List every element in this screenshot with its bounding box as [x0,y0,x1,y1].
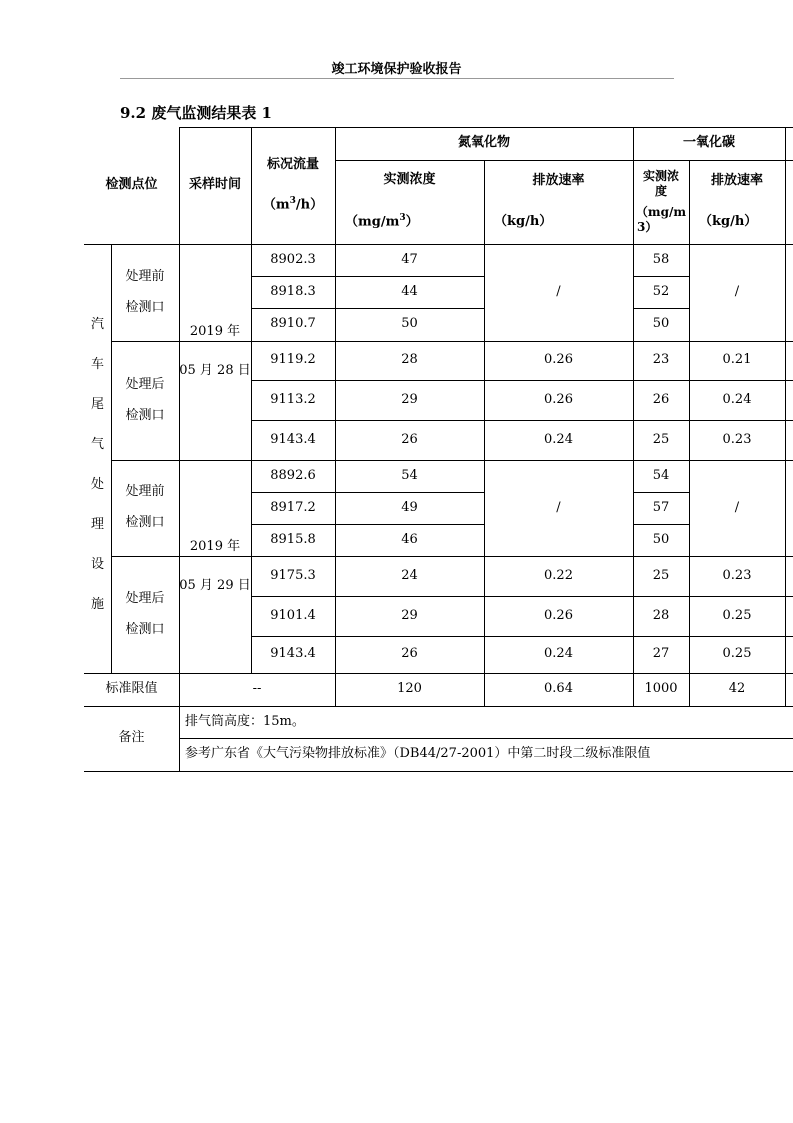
grid-line [335,127,336,706]
co-conc-b: 度 [654,184,667,198]
co-conc-value: 52 [652,283,670,299]
flow-value: 9175.3 [270,567,316,583]
unit-part: ） [405,214,419,230]
header-divider [120,78,674,79]
nox-conc-value: 28 [401,352,418,368]
nox-conc-value: 24 [401,567,418,583]
header-nox-rate [484,160,633,244]
grid-line [633,127,634,706]
nox-rate-value: / [556,284,561,300]
nox-rate-value: 0.26 [544,352,573,368]
header-flow-unit [263,196,323,214]
page-header: 竣工环境保护验收报告 [331,62,462,77]
after-label-line2: 检测口 [125,621,165,637]
date-day: 05 月 28 日 [179,363,251,378]
limit-nox: 120 [397,681,422,697]
nox-conc-value: 29 [401,607,418,623]
before-label-line1: 处理前 [125,268,165,284]
facility-char: 施 [90,597,104,612]
before-point-label [111,244,179,341]
co-conc-value: 57 [652,499,670,515]
nox-rate-value: / [556,499,561,515]
unit-sup: 3 [289,195,296,206]
grid-line [633,308,689,309]
co-conc-value: 50 [652,316,670,332]
co-conc-value: 25 [652,567,670,583]
nox-conc-value: 26 [401,431,418,447]
grid-line [633,276,689,277]
grid-line [84,771,793,772]
grid-line [111,460,793,461]
co-rate-value: 0.25 [722,607,752,623]
flow-value: 9113.2 [270,391,316,407]
grid-line [689,160,690,706]
co-conc-unit-b: 3） [637,220,658,234]
header-nox-conc [335,160,484,244]
header-co-conc [633,160,689,244]
co-rate-value: 0.21 [722,352,752,368]
grid-line [785,127,786,706]
grid-line [111,556,793,557]
after-point-label [111,556,179,673]
flow-value: 9143.4 [270,431,316,447]
flow-value: 8915.8 [270,531,316,547]
header-conc-label: 实测浓度 [383,172,436,188]
nox-rate-value: 0.26 [544,607,573,623]
nox-rate-value: 0.24 [544,431,573,447]
before-point-label [111,460,179,556]
facility-char: 理 [90,517,104,532]
before-label-line1: 处理前 [125,484,165,500]
sampling-date [179,460,251,673]
grid-line [179,127,335,128]
nox-rate-value: 0.22 [544,567,573,583]
facility-char: 车 [90,357,104,372]
facility-label [84,244,111,673]
date-year: 2019 年 [189,538,241,554]
grid-line [251,308,484,309]
grid-line [335,160,793,161]
co-rate-value: 0.24 [722,391,752,407]
unit-sup: 3 [399,213,406,224]
nox-conc-value: 44 [401,283,418,299]
sampling-date [179,244,251,460]
grid-line [179,127,180,771]
nox-conc-value: 50 [401,316,418,332]
co-conc-value: 28 [652,607,670,623]
nox-conc-value: 46 [401,531,418,547]
co-conc-value: 23 [652,352,670,368]
limit-flow: -- [252,681,262,697]
facility-char: 尾 [90,397,104,412]
before-label-line2: 检测口 [125,299,165,315]
nox-conc-value: 29 [401,391,418,407]
grid-line [484,160,485,706]
grid-line [111,244,112,673]
grid-line [633,492,689,493]
facility-char: 设 [90,557,104,572]
header-rate-label: 排放速率 [532,173,585,189]
flow-value: 8910.7 [270,316,316,332]
flow-value: 8917.2 [270,499,316,515]
co-rate-value: 0.23 [722,431,752,447]
header-rate-unit: （kg/h） [494,214,553,229]
co-conc-value: 50 [652,531,670,547]
limit-label: 标准限值 [105,681,158,697]
after-point-label [111,341,179,460]
date-year: 2019 年 [189,324,241,340]
remarks-label: 备注 [118,730,145,746]
date-day: 05 月 29 日 [179,577,251,593]
co-conc-a: 实测浓 [642,169,679,183]
header-conc-unit [335,213,419,231]
limit-nox-rate: 0.64 [544,681,573,697]
header-co: 一氧化碳 [682,135,735,151]
flow-value: 9119.2 [270,352,316,368]
co-conc-value: 54 [652,467,670,483]
grid-line [84,244,793,245]
header-nox: 氮氧化物 [457,135,510,151]
facility-char: 处 [90,477,104,492]
grid-line [84,673,793,674]
grid-line [251,276,484,277]
header-time: 采样时间 [188,177,241,193]
header-point: 检测点位 [105,177,158,193]
grid-line [251,420,793,421]
section-title: 9.2 废气监测结果表 1 [120,104,272,122]
flow-value: 8892.6 [270,467,316,483]
unit-part: （mg/m [345,214,400,230]
co-conc-value: 58 [652,251,670,267]
co-rate-value: 0.23 [722,567,752,583]
after-label-line1: 处理后 [125,590,165,606]
grid-line [251,380,793,381]
remarks-line2: 参考广东省《大气污染物排放标准》（DB44/27-2001）中第二时段二级标准限值 [185,746,651,762]
header-flow-label: 标况流量 [266,156,319,172]
nox-conc-value: 47 [401,251,418,267]
flow-value: 8918.3 [270,283,316,299]
header-co-rate-unit: （kg/h） [699,214,758,229]
co-rate-value: / [734,499,740,515]
after-label-line1: 处理后 [125,376,165,392]
co-conc-unit-a: （mg/m [635,205,687,219]
grid-line [179,738,793,739]
grid-line [84,706,793,707]
grid-line [251,636,793,637]
unit-part: （m [262,197,290,213]
grid-line [251,492,484,493]
nox-conc-value: 54 [401,467,418,483]
nox-rate-value: 0.24 [544,646,573,662]
co-rate-value: 0.25 [722,646,752,662]
limit-co-rate: 42 [728,681,746,697]
before-label-line2: 检测口 [125,515,165,530]
limit-co: 1000 [644,681,678,697]
nox-conc-value: 26 [401,646,418,662]
flow-value: 9101.4 [270,607,316,623]
flow-value: 9143.4 [270,646,316,662]
co-conc-value: 26 [652,391,670,407]
facility-char: 汽 [90,317,104,332]
header-flow [251,127,335,244]
grid-line [111,341,793,342]
facility-char: 气 [90,437,104,452]
header-co-rate-label: 排放速率 [710,173,763,189]
co-conc-value: 25 [652,431,670,447]
nox-rate-value: 0.26 [544,391,573,407]
co-conc-value: 27 [652,646,670,662]
grid-line [251,127,252,673]
header-co-rate [689,160,785,244]
remarks-line1: 排气筒高度：15m。 [185,713,305,729]
grid-line [633,524,689,525]
grid-line [251,596,793,597]
unit-part: /h） [295,197,324,213]
grid-line [335,127,793,128]
nox-conc-value: 49 [401,499,418,515]
grid-line [251,524,484,525]
after-label-line2: 检测口 [125,407,165,423]
flow-value: 8902.3 [270,251,316,267]
co-rate-value: / [734,284,740,300]
